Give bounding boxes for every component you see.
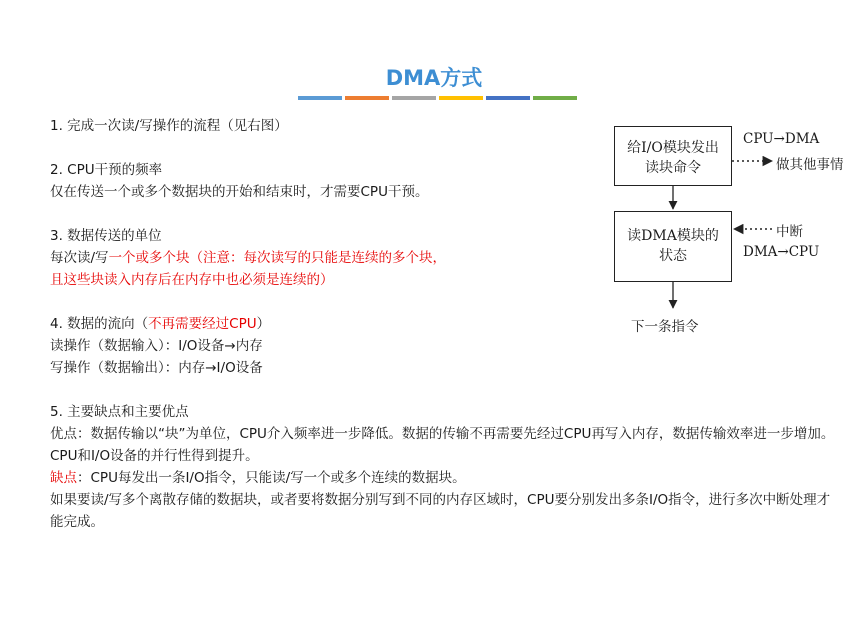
section-5-heading: 5. 主要缺点和主要优点 (50, 404, 189, 420)
section-4-line-2: 写操作（数据输出）：内存→I/O设备 (50, 360, 263, 376)
section-5-disadvantage (50, 467, 840, 489)
label-next-instruction: 下一条指令 (631, 319, 699, 335)
section-4-heading-red: 不再需要经过CPU (148, 316, 257, 332)
color-bar-2 (345, 96, 389, 100)
box1-line-1: 给I/O模块发出 (627, 140, 719, 156)
color-bar-1 (298, 96, 342, 100)
label-dma-to-cpu: DMA→CPU (743, 244, 820, 260)
section-4-heading-suffix: ） (256, 316, 271, 332)
page-title: DMA方式 (385, 66, 483, 90)
color-bar-5 (486, 96, 530, 100)
section-3-red-1: 一个或多个块（注意：每次读写的只能是连续的多个块， (108, 250, 447, 266)
disadvantage-text: ：CPU每发出一条I/O指令，只能读/写一个或多个连续的数据块。 (77, 470, 466, 486)
section-4-heading-prefix: 4. 数据的流向（ (50, 316, 149, 332)
section-3-heading: 3. 数据传送的单位 (50, 228, 162, 244)
section-3-prefix: 每次读/写 (50, 250, 109, 266)
section-1-heading: 1. 完成一次读/写操作的流程（见右图） (50, 118, 288, 134)
section-2-line: 仅在传送一个或多个数据块的开始和结束时，才需要CPU干预。 (50, 184, 429, 200)
dma-flow-diagram (600, 118, 868, 348)
flow-box-read-status (614, 211, 732, 282)
box2-line-1: 读DMA模块的 (627, 228, 719, 244)
disadvantage-label: 缺点 (50, 470, 77, 486)
section-4-line-1: 读操作（数据输入）：I/O设备→内存 (50, 338, 263, 354)
flow-box-issue-command (614, 126, 732, 186)
section-5-note: 如果要读/写多个离散存储的数据块，或者要将数据分别写到不同的内存区域时，CPU要分别发出多条I/O指令，进行多次中断处理才能完成。 (50, 492, 831, 530)
section-3-line-2: 且这些块读入内存后在内存中也必须是连续的） (50, 272, 334, 288)
box2-line-2: 状态 (659, 248, 687, 264)
label-interrupt: 中断 (776, 224, 803, 240)
title-underline-bars (298, 96, 577, 100)
color-bar-6 (533, 96, 577, 100)
color-bar-3 (392, 96, 436, 100)
box1-line-2: 读块命令 (645, 160, 701, 176)
label-do-other-work: 做其他事情 (776, 157, 844, 173)
section-2-heading: 2. CPU干预的频率 (50, 162, 163, 178)
color-bar-4 (439, 96, 483, 100)
label-cpu-to-dma: CPU→DMA (743, 131, 820, 147)
section-5-advantage: 优点：数据传输以“块”为单位，CPU介入频率进一步降低。数据的传输不再需要先经过CPU再写入内存，数据传输效率进一步增加。CPU和I/O设备的并行性得到提升。 (50, 426, 835, 464)
